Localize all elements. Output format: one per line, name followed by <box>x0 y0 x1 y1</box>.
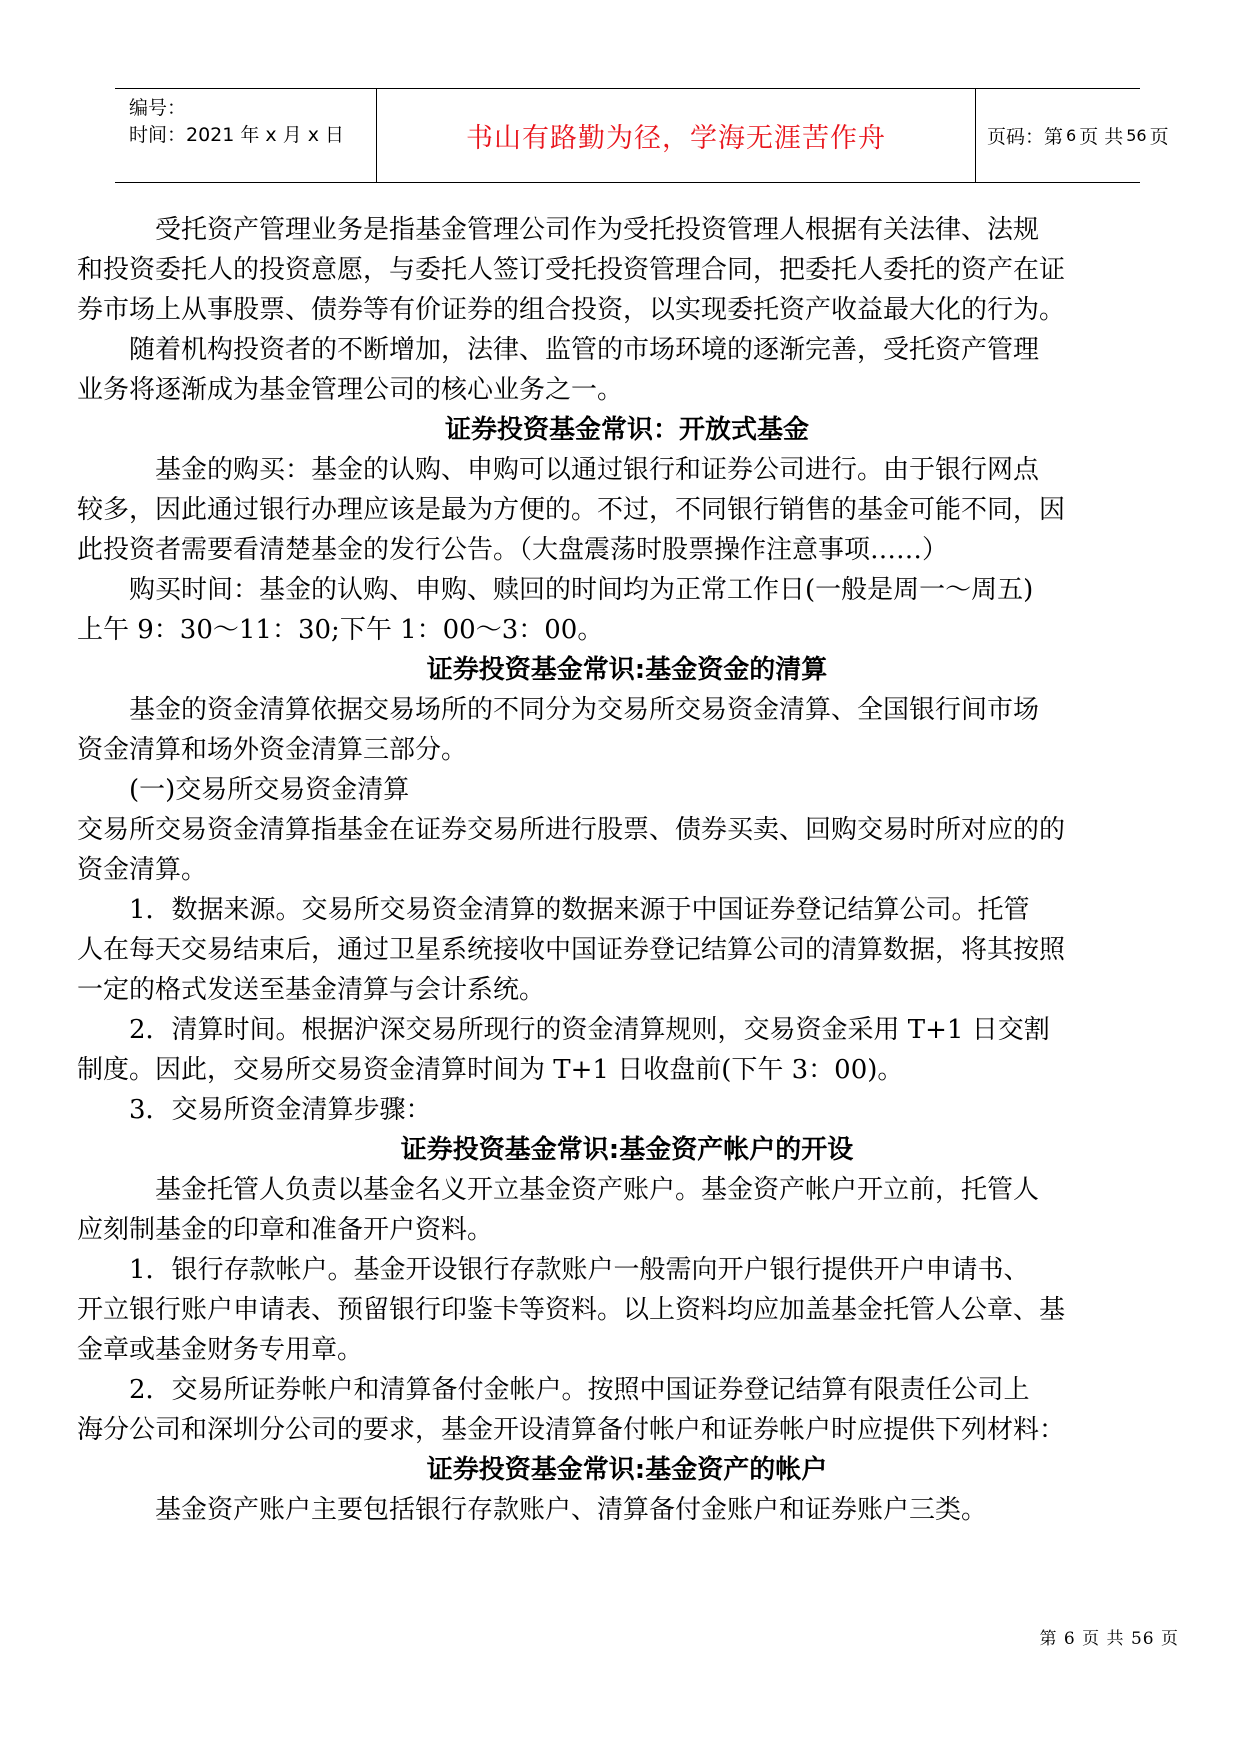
body-line: 基金托管人负责以基金名义开立基金资产账户。基金资产帐户开立前，托管人 <box>77 1175 1040 1205</box>
document-body <box>77 210 1177 1530</box>
body-line: 金章或基金财务专用章。 <box>77 1335 364 1365</box>
section-heading: 证券投资基金常识:基金资产的帐户 <box>426 1455 828 1485</box>
body-line: 1．银行存款帐户。基金开设银行存款账户一般需向开户银行提供开户申请书、 <box>77 1255 1030 1285</box>
body-line: 较多，因此通过银行办理应该是最为方便的。不过，不同银行销售的基金可能不同，因 <box>77 495 1066 525</box>
page-prefix: 页码：第 <box>987 126 1064 148</box>
body-line: 基金的购买：基金的认购、申购可以通过银行和证券公司进行。由于银行网点 <box>77 455 1040 485</box>
body-line: 海分公司和深圳分公司的要求，基金开设清算备付帐户和证券帐户时应提供下列材料： <box>77 1415 1066 1445</box>
section-heading: 证券投资基金常识:基金资产帐户的开设 <box>400 1135 854 1165</box>
body-line: 资金清算和场外资金清算三部分。 <box>77 735 468 765</box>
body-line: 人在每天交易结束后，通过卫星系统接收中国证券登记结算公司的清算数据，将其按照 <box>77 935 1066 965</box>
body-line: (一)交易所交易资金清算 <box>77 775 410 805</box>
body-line: 2．交易所证券帐户和清算备付金帐户。按照中国证券登记结算有限责任公司上 <box>77 1375 1030 1405</box>
page-suffix: 页 <box>1149 126 1169 148</box>
body-line: 券市场上从事股票、债券等有价证券的组合投资，以实现委托资产收益最大化的行为。 <box>77 295 1066 325</box>
body-line: 和投资委托人的投资意愿，与委托人签订受托投资管理合同，把委托人委托的资产在证 <box>77 255 1066 285</box>
body-line: 购买时间：基金的认购、申购、赎回的时间均为正常工作日(一般是周一～周五) <box>77 575 1034 605</box>
body-line: 此投资者需要看清楚基金的发行公告。（大盘震荡时股票操作注意事项……） <box>77 535 949 565</box>
body-line: 开立银行账户申请表、预留银行印鉴卡等资料。以上资料均应加盖基金托管人公章、基 <box>77 1295 1066 1325</box>
body-line: 制度。因此，交易所交易资金清算时间为 T+1 日收盘前(下午 3：00)。 <box>77 1055 904 1085</box>
body-line: 资金清算。 <box>77 855 208 885</box>
body-line: 基金的资金清算依据交易场所的不同分为交易所交易资金清算、全国银行间市场 <box>77 695 1040 725</box>
section-heading: 证券投资基金常识：开放式基金 <box>444 415 809 445</box>
header-divider <box>975 89 976 182</box>
section-heading: 证券投资基金常识:基金资金的清算 <box>426 655 828 685</box>
body-line: 受托资产管理业务是指基金管理公司作为受托投资管理人根据有关法律、法规 <box>77 215 1040 245</box>
body-line: 3．交易所资金清算步骤： <box>77 1095 432 1125</box>
document-number-label: 编号： <box>129 97 187 119</box>
body-line: 一定的格式发送至基金清算与会计系统。 <box>77 975 546 1005</box>
document-date: 时间：2021 年 x 月 x 日 <box>129 124 345 146</box>
page-mid: 页 共 <box>1079 126 1124 148</box>
body-line: 业务将逐渐成为基金管理公司的核心业务之一。 <box>77 375 624 405</box>
page-total: 56 <box>1126 126 1147 145</box>
body-line: 基金资产账户主要包括银行存款账户、清算备付金账户和证券账户三类。 <box>77 1495 988 1525</box>
body-line: 应刻制基金的印章和准备开户资料。 <box>77 1215 494 1245</box>
header-page-info <box>987 89 1169 182</box>
header-table <box>115 88 1169 183</box>
header-motto: 书山有路勤为径，学海无涯苦作舟 <box>466 123 886 154</box>
header-meta <box>129 95 374 149</box>
page-number: 6 <box>1066 126 1077 145</box>
body-line: 随着机构投资者的不断增加，法律、监管的市场环境的逐渐完善，受托资产管理 <box>77 335 1040 365</box>
page-footer: 第 6 页 共 56 页 <box>1039 1629 1179 1649</box>
body-line: 2．清算时间。根据沪深交易所现行的资金清算规则，交易资金采用 T+1 日交割 <box>77 1015 1050 1045</box>
body-line: 1．数据来源。交易所交易资金清算的数据来源于中国证券登记结算公司。托管 <box>77 895 1030 925</box>
body-line: 上午 9：30～11：30;下午 1：00～3：00。 <box>77 615 604 645</box>
body-line: 交易所交易资金清算指基金在证券交易所进行股票、债券买卖、回购交易时所对应的的 <box>77 815 1066 845</box>
